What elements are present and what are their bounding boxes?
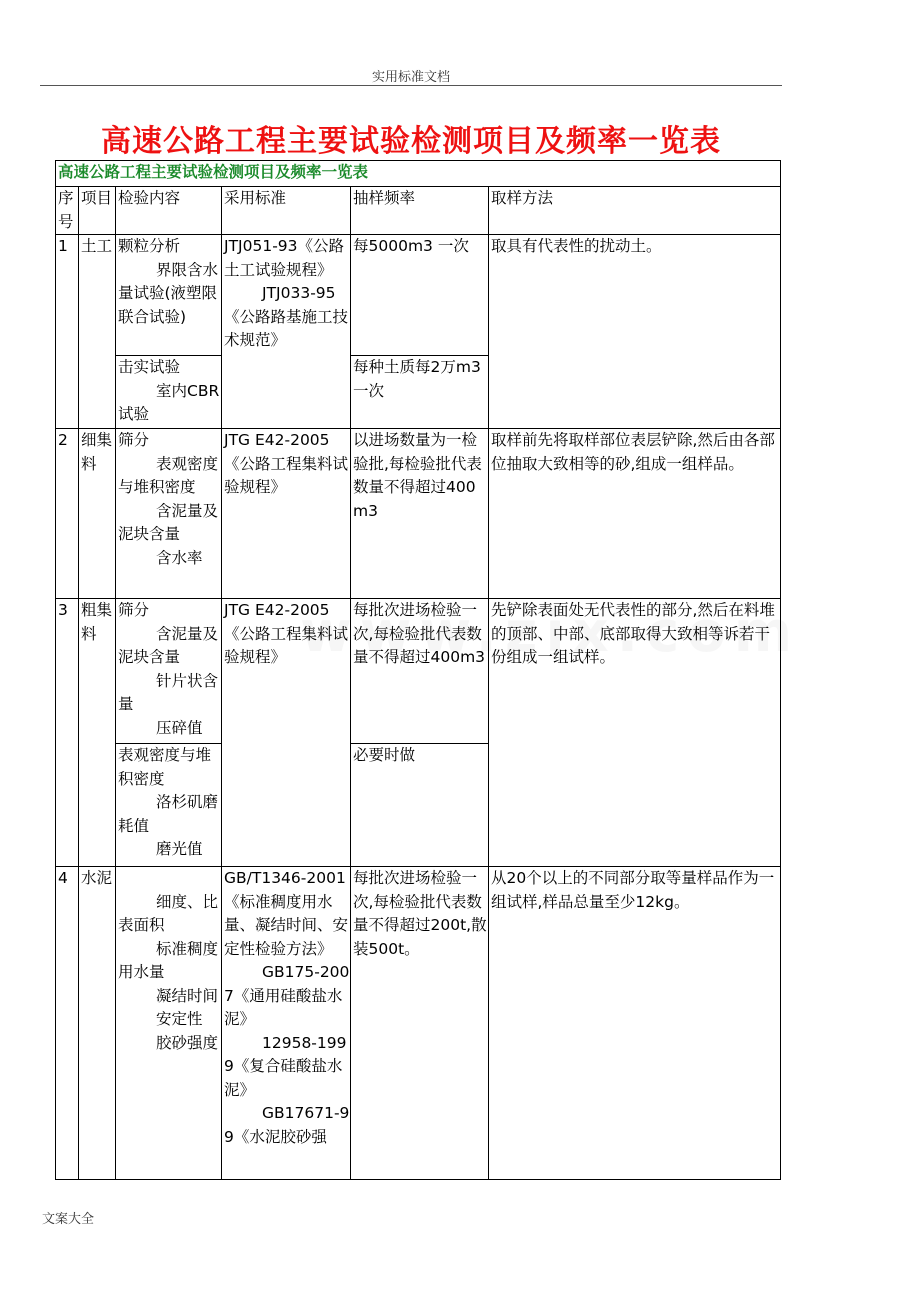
table-caption: 高速公路工程主要试验检测项目及频率一览表 — [56, 161, 781, 187]
standard-line: GB175-2007《通用硅酸盐水泥》 — [224, 963, 350, 1028]
row4-content — [116, 867, 222, 1180]
row2-content — [116, 429, 222, 599]
row3-item: 粗集料 — [79, 599, 116, 867]
content-line: 磨光值 — [156, 840, 203, 858]
document-title: 高速公路工程主要试验检测项目及频率一览表 — [101, 124, 721, 159]
standard-line: JTJ051-93《公路土工试验规程》 — [224, 237, 345, 279]
row3-method: 先铲除表面处无代表性的部分,然后在料堆的顶部、中部、底部取得大致相等诉若干份组成一组试样。 — [489, 599, 781, 867]
row4-frequency: 每批次进场检验一次,每检验批代表数量不得超过200t,散装500t。 — [351, 867, 489, 1180]
content-line: 含泥量及泥块含量 — [118, 501, 219, 543]
standard-line: GB17671-99《水泥胶砂强 — [224, 1104, 350, 1146]
row4-item: 水泥 — [79, 867, 116, 1180]
content-line: 压碎值 — [156, 718, 203, 737]
standard-line: JTJ033-95《公路路基施工技术规范》 — [224, 284, 349, 349]
row1-frequency-b: 每种土质每2万m3 一次 — [351, 356, 489, 429]
row1-content-b — [116, 356, 222, 429]
header-method: 取样方法 — [489, 187, 781, 235]
content-line: 筛分 — [118, 601, 150, 619]
content-line: 含水率 — [156, 548, 203, 567]
row2-method: 取样前先将取样部位表层铲除,然后由各部位抽取大致相等的砂,组成一组样品。 — [489, 429, 781, 599]
content-line: 标准稠度用水量 — [118, 939, 219, 981]
header-seq: 序号 — [56, 187, 79, 235]
content-line: 针片状含量 — [118, 671, 219, 713]
header-standard: 采用标准 — [222, 187, 351, 235]
page-header: 实用标准文档 — [371, 70, 450, 85]
test-items-table — [55, 160, 781, 1180]
row1-standard — [222, 235, 351, 429]
content-line: 筛分 — [118, 431, 150, 449]
row1-method: 取具有代表性的扰动土。 — [489, 235, 781, 429]
row3-frequency-a: 每批次进场检验一次,每检验批代表数量不得超过400m3 — [351, 599, 489, 744]
row2-frequency: 以进场数量为一检验批,每检验批代表数量不得超过400m3 — [351, 429, 489, 599]
row1-seq: 1 — [56, 235, 79, 429]
row1-item: 土工 — [79, 235, 116, 429]
content-line: 洛杉矶磨耗值 — [118, 793, 219, 835]
header-content: 检验内容 — [116, 187, 222, 235]
row2-seq: 2 — [56, 429, 79, 599]
content-line: 安定性 — [156, 1010, 203, 1028]
row2-item: 细集料 — [79, 429, 116, 599]
content-line: 含泥量及泥块含量 — [118, 624, 219, 666]
row3-seq: 3 — [56, 599, 79, 867]
header-divider — [40, 85, 782, 86]
row3-content-b — [116, 744, 222, 867]
standard-line: 12958-1999《复合硅酸盐水泥》 — [224, 1033, 347, 1099]
row3-frequency-b: 必要时做 — [351, 744, 489, 867]
row3-content-a — [116, 599, 222, 744]
row4-standard — [222, 867, 351, 1180]
header-item: 项目 — [79, 187, 116, 235]
standard-line: GB/T1346-2001《标准稠度用水量、凝结时间、安定性检验方法》 — [224, 869, 349, 958]
content-line: 颗粒分析 — [118, 237, 181, 255]
content-line: 击实试验 — [118, 358, 181, 376]
row2-standard: JTG E42-2005《公路工程集料试验规程》 — [222, 429, 351, 599]
content-line: 表观密度与堆积密度 — [118, 454, 219, 496]
content-line: 凝结时间 — [156, 986, 219, 1005]
header-frequency: 抽样频率 — [351, 187, 489, 235]
content-line: 胶砂强度 — [156, 1033, 219, 1052]
row4-method: 从20个以上的不同部分取等量样品作为一组试样,样品总量至少12kg。 — [489, 867, 781, 1180]
row1-frequency-a: 每5000m3 一次 — [351, 235, 489, 356]
content-line: 表观密度与堆积密度 — [118, 746, 212, 788]
row4-seq: 4 — [56, 867, 79, 1180]
content-line: 界限含水量试验(液塑限联合试验) — [118, 260, 219, 326]
row1-content-a — [116, 235, 222, 356]
content-line: 细度、比表面积 — [118, 892, 219, 934]
content-line: 室内CBR试验 — [118, 381, 220, 423]
page-footer: 文案大全 — [42, 1212, 95, 1227]
row3-standard: JTG E42-2005《公路工程集料试验规程》 — [222, 599, 351, 867]
